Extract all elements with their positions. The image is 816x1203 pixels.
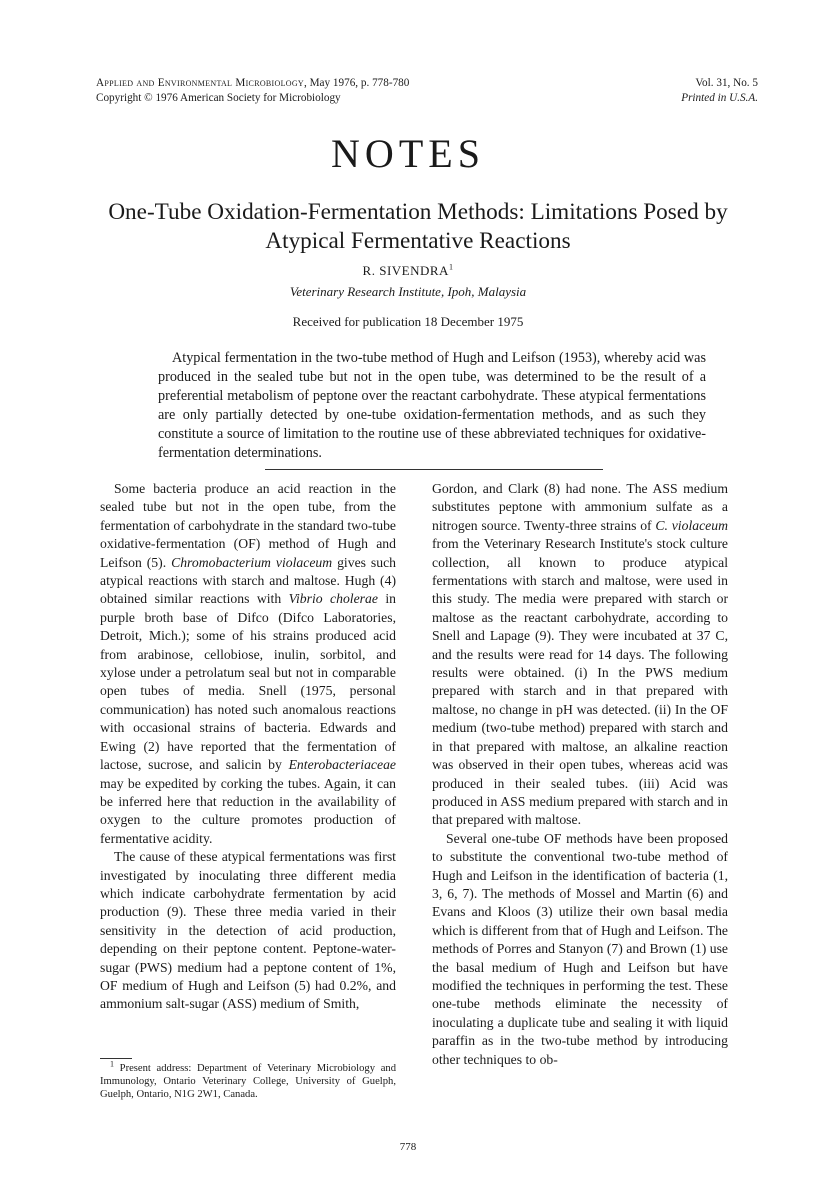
footnote-divider <box>100 1058 132 1059</box>
section-heading: NOTES <box>331 131 485 176</box>
species-name: Chromobacterium violaceum <box>171 554 333 570</box>
right-paragraph-2: Several one-tube OF methods have been proposed to substitute the conventional two-tube method of Hugh and Leifson in the identification of bacteria (1, 3, 6, 7). The methods of Mossel and Martin (6) and Evans and Kloos (3) utilize their own basal media which is different from that of Hugh and Leifson. The methods of Porres and Stanyon (7) and Brown (1) use the basal medium of Hugh and Leifson but have modified the techniques in performing the test. These one-tube methods eliminate the necessity of inoculating a duplicate tube and sealing it with liquid paraffin as in the two-tube method by introducing other techniques to ob- <box>432 830 728 1067</box>
species-name: Vibrio cholerae <box>288 591 378 607</box>
text-run: in purple broth base of Difco (Difco Laboratories, Detroit, Mich.); some of his strains produced acid from arabinose, cellobiose, inulin, sorbitol, and xylose under a petrolatum seal but not in comparable open tubes of media. Snell (1975, personal communication) has noted such anomalous reactions with occasional strains of bacteria. Edwards and Ewing (2) have reported that the fermentation of lactose, sucrose, and salicin by <box>100 591 397 773</box>
article-title: One-Tube Oxidation-Fermentation Methods: Limitations Posed by Atypical Fermentative Reactions <box>108 199 728 254</box>
received-date: Received for publication 18 December 1975 <box>292 314 524 329</box>
text-run: Gordon, and Clark (8) had none. The ASS medium substitutes peptone with ammonium sulfate as a nitrogen source. Twenty-three strains of <box>432 481 728 533</box>
running-header-right <box>681 76 758 106</box>
abstract: Atypical fermentation in the two-tube method of Hugh and Leifson (1953), whereby acid was produced in the sealed tube but not in the open tube, was determined to be the result of a preferential metabolism of peptone over the reactant carbohydrate. These atypical fermentations are only partially detected by one-tube oxidation-fermentation methods, and as such they constitute a source of limitation to the routine use of these abbreviated techniques for oxidative-fermentation determinations. <box>158 350 706 461</box>
author-footnote-mark: 1 <box>448 262 454 272</box>
affiliation: Veterinary Research Institute, Ipoh, Malaysia <box>289 284 527 299</box>
text-run: gives such atypical reactions with starch and maltose. Hugh (4) obtained similar reactions with <box>100 554 397 607</box>
issue-pages: , May 1976, p. 778-780 <box>304 77 410 89</box>
left-paragraph-1 <box>100 480 396 848</box>
family-name: Enterobacteriaceae <box>288 757 396 773</box>
footnote-mark: 1 <box>110 1059 114 1069</box>
volume-issue: Vol. 31, No. 5 <box>695 77 758 89</box>
text-run: from the Veterinary Research Institute's stock culture collection, all known to produce atypical fermentations with starch and maltose, were used in this study. The media were prepared with starch or maltose as the reactant carbohydrate, according to Snell and Lapage (9). They were incubated at 37 C, and the results were read for 14 days. The following results were obtained. (i) In the PWS medium prepared with starch and in that prepared with maltose, no change in pH was detected. (ii) In the OF medium (two-tube method) prepared with starch and in that prepared with maltose, an alkaline reaction was observed in their open tubes, whereas acid was produced in their sealed tubes. (iii) Acid was produced in ASS medium prepared with starch and in that prepared with maltose. <box>432 536 728 828</box>
author-name: R. SIVENDRA <box>362 263 449 278</box>
text-run: Some bacteria produce an acid reaction in the sealed tube but not in the open tube, from the fermentation of carbohydrate in the standard two-tube oxidative-fermentation (OF) method of Hugh and Leifson (5). <box>100 481 396 570</box>
footnote-text: Present address: Department of Veterinary Microbiology and Immunology, Ontario Veterinary College, University of Guelph, Guelph, Ontario, N1G 2W1, Canada. <box>100 1063 396 1101</box>
running-header-left <box>96 76 409 106</box>
page-number: 778 <box>399 1141 417 1153</box>
abstract-divider <box>265 469 603 470</box>
text-run: may be expedited by corking the tubes. Again, it can be inferred here that reduction in the availability of oxygen to the culture promotes production of fermentative acidity. <box>100 775 396 846</box>
footnote <box>100 1059 396 1102</box>
species-name: C. violaceum <box>655 517 728 533</box>
copyright-line: Copyright © 1976 American Society for Microbiology <box>96 92 341 104</box>
left-paragraph-2: The cause of these atypical fermentations was first investigated by inoculating three different media which indicate carbohydrate fermentation by acid production (9). These three media varied in their sensitivity in the detection of acid production, depending on their peptone content. Peptone-water-sugar (PWS) medium had a peptone content of 1%, OF medium of Hugh and Leifson (5) had 0.2%, and ammonium salt-sugar (ASS) medium of Smith, <box>100 849 396 1012</box>
journal-name: Applied and Environmental Microbiology <box>96 77 305 89</box>
right-paragraph-1 <box>432 480 728 830</box>
column-right <box>432 480 728 1069</box>
author-line <box>0 263 816 279</box>
column-left <box>100 480 396 1014</box>
printed-in: Printed in U.S.A. <box>681 92 758 104</box>
